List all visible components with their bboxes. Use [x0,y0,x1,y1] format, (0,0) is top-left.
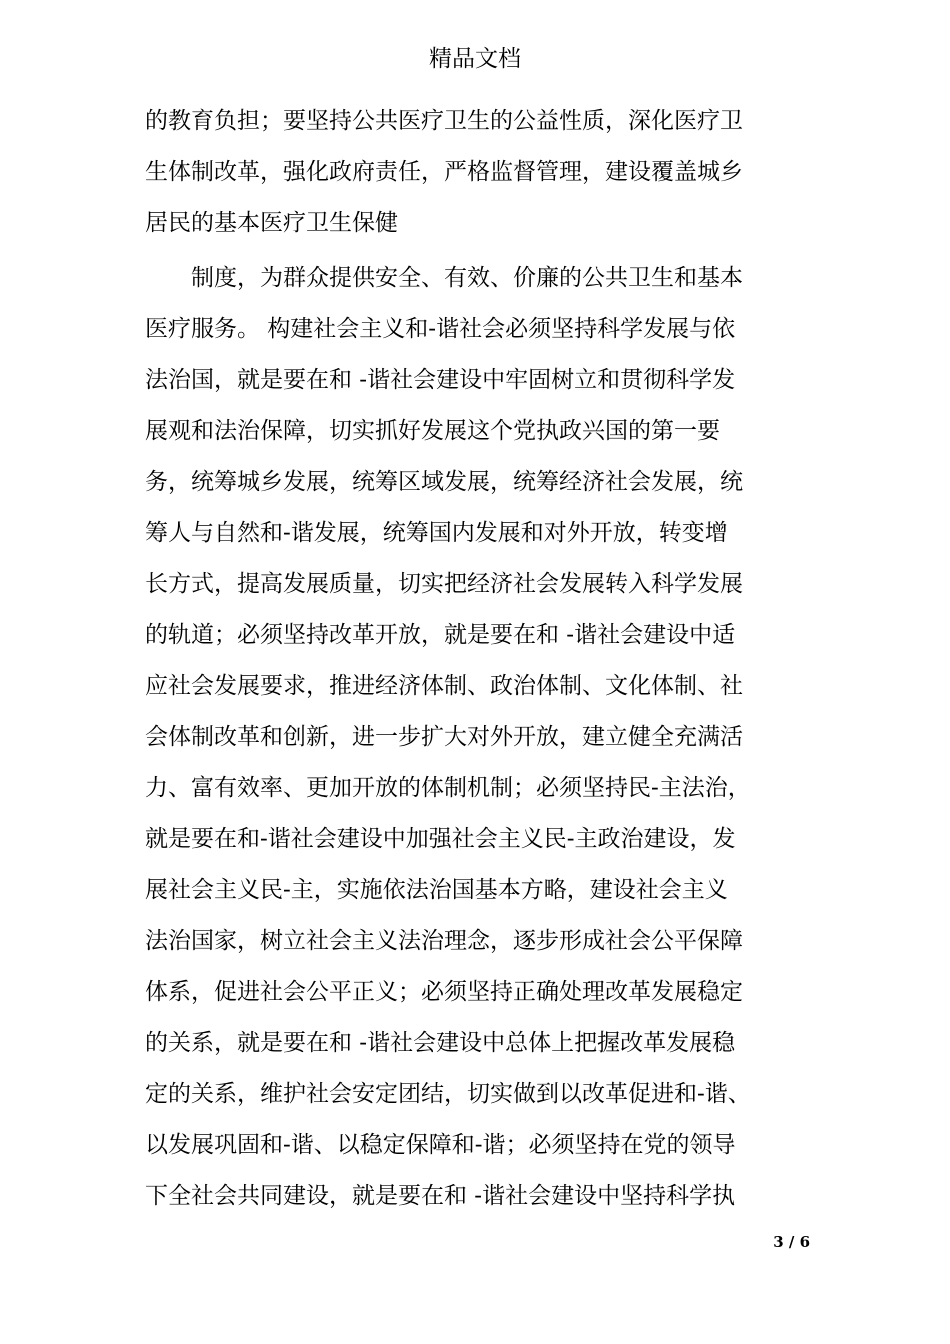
text-line: 制度，为群众提供安全、有效、价廉的公共卫生和基本 [145,265,743,291]
text-line: 展观和法治保障，切实抓好发展这个党执政兴国的第一要 [145,418,720,444]
text-line: 居民的基本医疗卫生保健 [145,210,398,236]
text-line: 筹人与自然和-谐发展，统筹国内发展和对外开放，转变增 [145,520,728,546]
text-line: 展社会主义民-主，实施依法治国基本方略，建设社会主义 [145,877,728,903]
text-line: 生体制改革，强化政府责任，严格监督管理，建设覆盖城乡 [145,159,743,185]
text-line: 的教育负担；要坚持公共医疗卫生的公益性质，深化医疗卫 [145,108,743,134]
document-body [145,96,811,1222]
text-line: 力、富有效率、更加开放的体制机制；必须坚持民-主法治， [145,775,751,801]
text-line: 以发展巩固和-谐、以稳定保障和-谐；必须坚持在党的领导 [145,1132,736,1158]
text-line: 应社会发展要求，推进经济体制、政治体制、文化体制、社 [145,673,743,699]
text-line: 下全社会共同建设，就是要在和 -谐社会建设中坚持科学执 [145,1183,736,1209]
text-line: 就是要在和-谐社会建设中加强社会主义民-主政治建设，发 [145,826,736,852]
text-line: 法治国家，树立社会主义法治理念，逐步形成社会公平保障 [145,928,743,954]
text-line: 会体制改革和创新，进一步扩大对外开放，建立健全充满活 [145,724,743,750]
text-line: 务，统筹城乡发展，统筹区域发展，统筹经济社会发展，统 [145,469,743,495]
text-line: 的关系，就是要在和 -谐社会建设中总体上把握改革发展稳 [145,1030,736,1056]
paragraph [145,253,811,1222]
paragraph [145,96,811,249]
text-line: 体系，促进社会公平正义；必须坚持正确处理改革发展稳定 [145,979,743,1005]
text-line: 医疗服务。 构建社会主义和-谐社会必须坚持科学发展与依 [145,316,736,342]
text-line: 的轨道；必须坚持改革开放，就是要在和 -谐社会建设中适 [145,622,736,648]
text-line: 定的关系，维护社会安定团结，切实做到以改革促进和-谐、 [145,1081,751,1107]
page-number: 3 / 6 [773,1233,810,1251]
text-line: 长方式，提高发展质量，切实把经济社会发展转入科学发展 [145,571,743,597]
page-header: 精品文档 [429,46,521,72]
text-line: 法治国，就是要在和 -谐社会建设中牢固树立和贯彻科学发 [145,367,736,393]
